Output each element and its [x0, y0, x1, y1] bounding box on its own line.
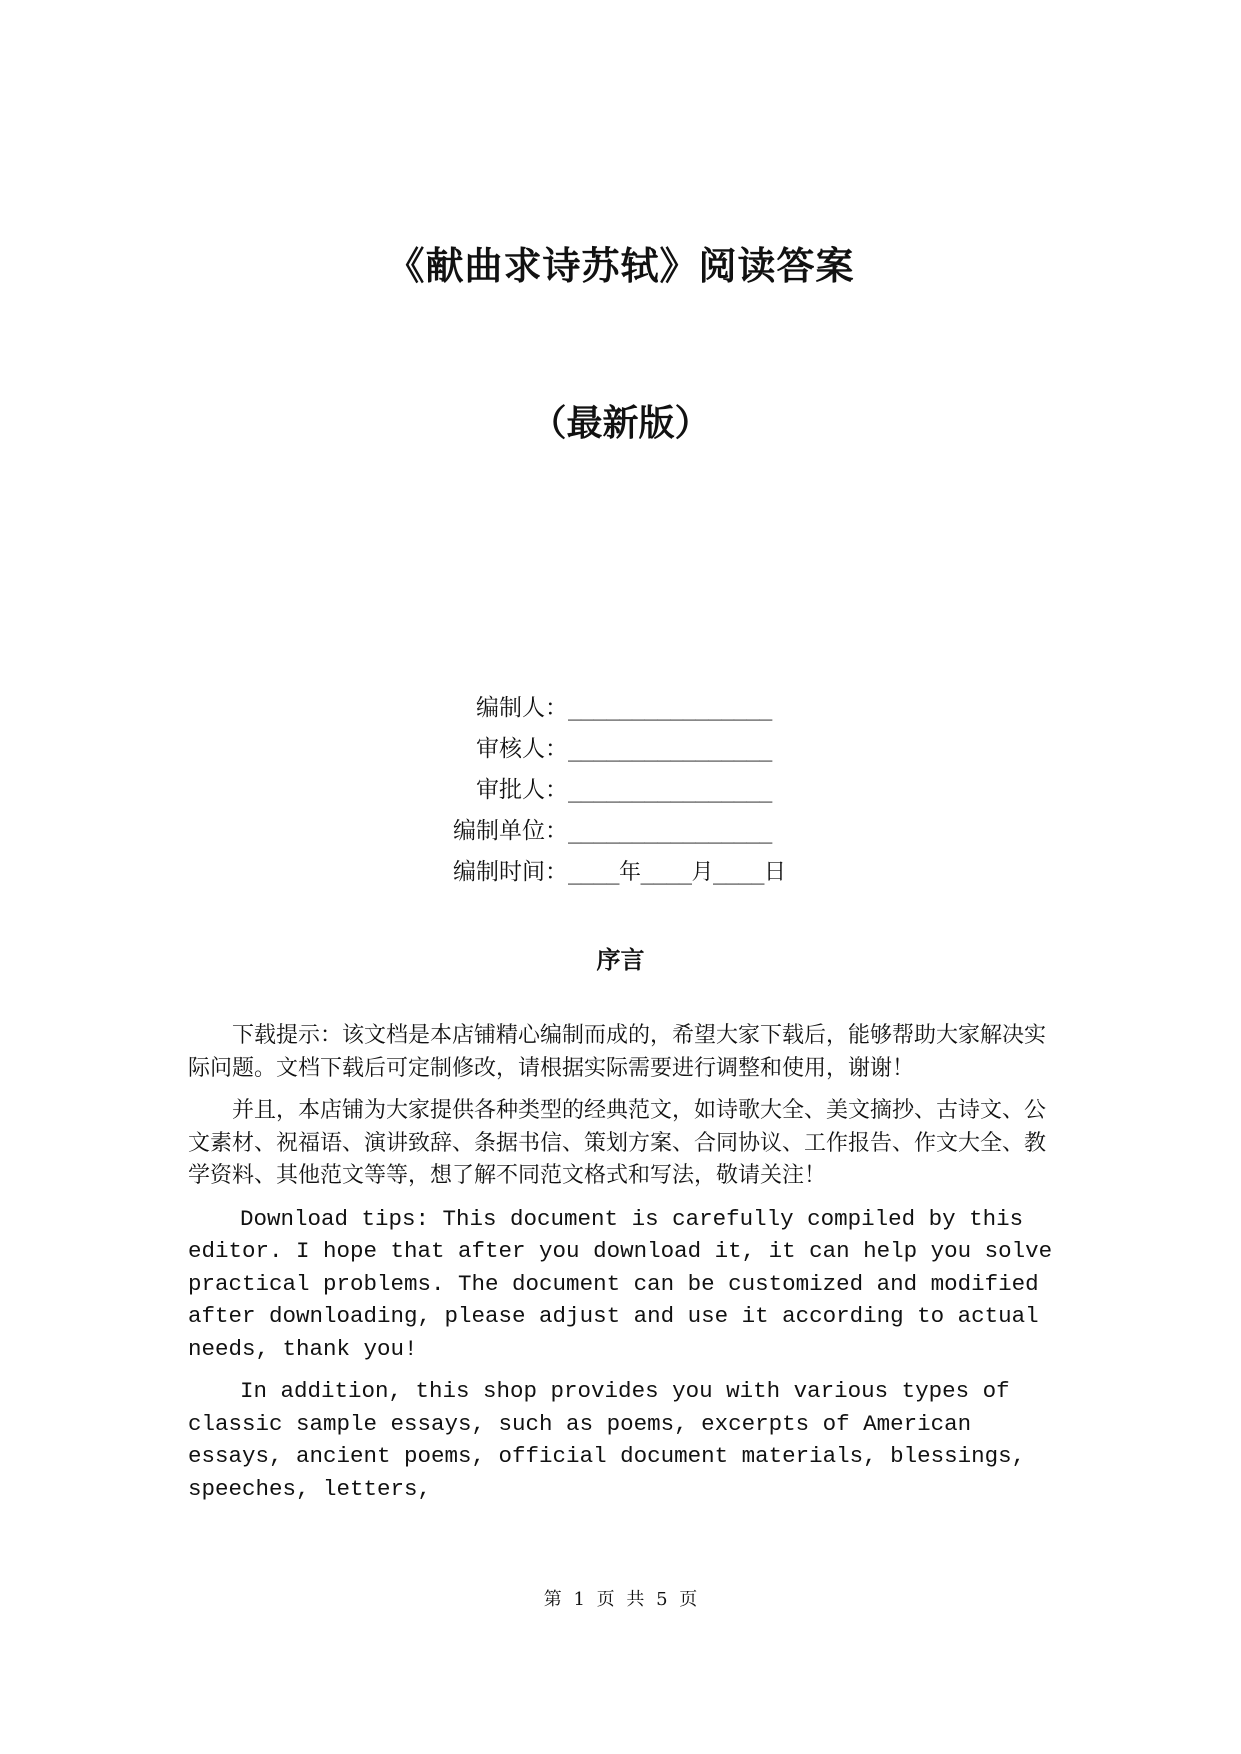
- page-footer: 第 1 页 共 5 页: [543, 1589, 698, 1610]
- meta-label: 审核人：: [476, 736, 568, 762]
- meta-label: 编制时间：: [453, 859, 568, 885]
- meta-fields: [446, 688, 785, 893]
- meta-row-reviewer: [446, 729, 785, 770]
- meta-row-approver: [446, 770, 785, 811]
- meta-value: ________________: [568, 778, 772, 803]
- meta-row-date: [446, 852, 785, 893]
- meta-label: 编制人：: [476, 695, 568, 721]
- meta-label: 审批人：: [476, 777, 568, 803]
- document-title: 《献曲求诗苏轼》阅读答案: [386, 243, 855, 288]
- paragraph: 下载提示：该文档是本店铺精心编制而成的，希望大家下载后，能够帮助大家解决实际问题。文档下载后可定制修改，请根据实际需要进行调整和使用，谢谢！: [188, 1023, 1047, 1081]
- meta-value: ____年____月____日: [568, 860, 786, 885]
- preface-body: [188, 1020, 1063, 1515]
- meta-value: ________________: [568, 819, 772, 844]
- meta-value: ________________: [568, 737, 772, 762]
- paragraph: 并且，本店铺为大家提供各种类型的经典范文，如诗歌大全、美文摘抄、古诗文、公文素材、祝福语、演讲致辞、条据书信、策划方案、合同协议、工作报告、作文大全、教学资料、其他范文等等，想了解不同范文格式和写法，敬请关注！: [188, 1098, 1047, 1188]
- meta-value: ________________: [568, 696, 772, 721]
- document-subtitle: （最新版）: [530, 402, 711, 444]
- paragraph: In addition, this shop provides you with various types of classic sample essays, such as poems, excerpts of American essays, ancient poems, official document materials, blessings, speeches, letters,: [188, 1378, 1026, 1502]
- meta-row-editor: [446, 688, 785, 729]
- meta-row-unit: [446, 811, 785, 852]
- meta-label: 编制单位：: [453, 818, 568, 844]
- paragraph: Download tips: This document is carefully compiled by this editor. I hope that after you download it, it can help you solve practical problems. The document can be customized and modified after downloading, please adjust and use it according to actual needs, thank you!: [188, 1205, 1053, 1362]
- preface-heading: 序言: [596, 945, 645, 974]
